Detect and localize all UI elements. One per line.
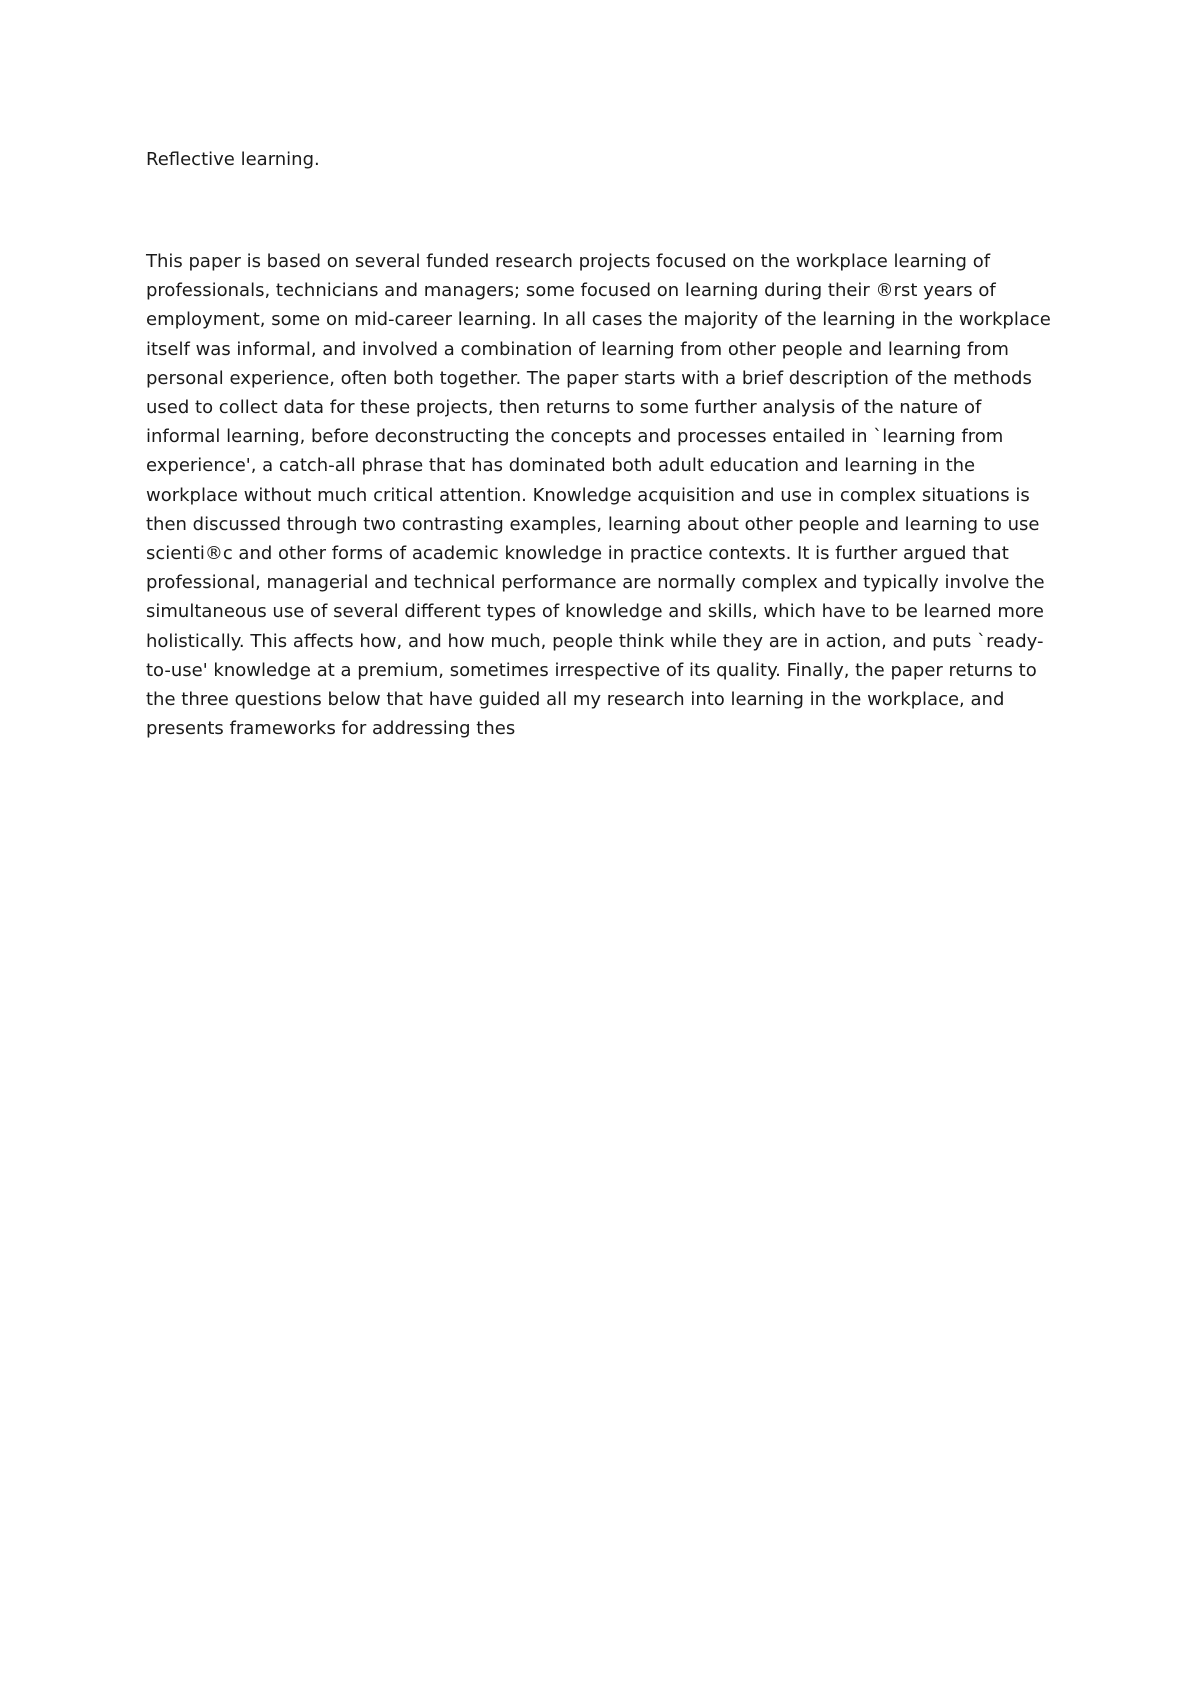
text-line: employment, some on mid-career learning. In all cases the majority of the learning in the workplace <box>146 309 1051 331</box>
text-line: to-use' knowledge at a premium, sometimes irrespective of its quality. Finally, the paper returns to <box>146 659 1037 681</box>
abstract-paragraph <box>146 247 1066 743</box>
text-line: presents frameworks for addressing thes <box>146 718 516 740</box>
text-line: scienti®c and other forms of academic knowledge in practice contexts. It is further argued that <box>146 543 1009 565</box>
text-line: informal learning, before deconstructing the concepts and processes entailed in `learning from <box>146 426 1004 448</box>
text-line: This paper is based on several funded research projects focused on the workplace learning of <box>146 251 991 272</box>
text-line: used to collect data for these projects, then returns to some further analysis of the nature of <box>146 397 982 419</box>
document-title: Reflective learning. <box>146 149 320 170</box>
text-line: the three questions below that have guided all my research into learning in the workplace, and <box>146 689 1005 711</box>
text-line: experience', a catch-all phrase that has dominated both adult education and learning in the <box>146 455 976 477</box>
text-line: itself was informal, and involved a combination of learning from other people and learning from <box>146 338 1009 360</box>
text-line: then discussed through two contrasting examples, learning about other people and learning to use <box>146 513 1040 535</box>
document-content <box>146 145 1066 743</box>
text-line: holistically. This affects how, and how much, people think while they are in action, and puts `ready- <box>146 630 1044 652</box>
text-line: personal experience, often both together. The paper starts with a brief description of the methods <box>146 367 1032 389</box>
text-line: workplace without much critical attention. Knowledge acquisition and use in complex situations is <box>146 484 1030 506</box>
text-line: professional, managerial and technical performance are normally complex and typically involve the <box>146 572 1045 594</box>
text-line: simultaneous use of several different types of knowledge and skills, which have to be learned more <box>146 601 1044 623</box>
text-line: professionals, technicians and managers; some focused on learning during their ®rst years of <box>146 280 996 302</box>
